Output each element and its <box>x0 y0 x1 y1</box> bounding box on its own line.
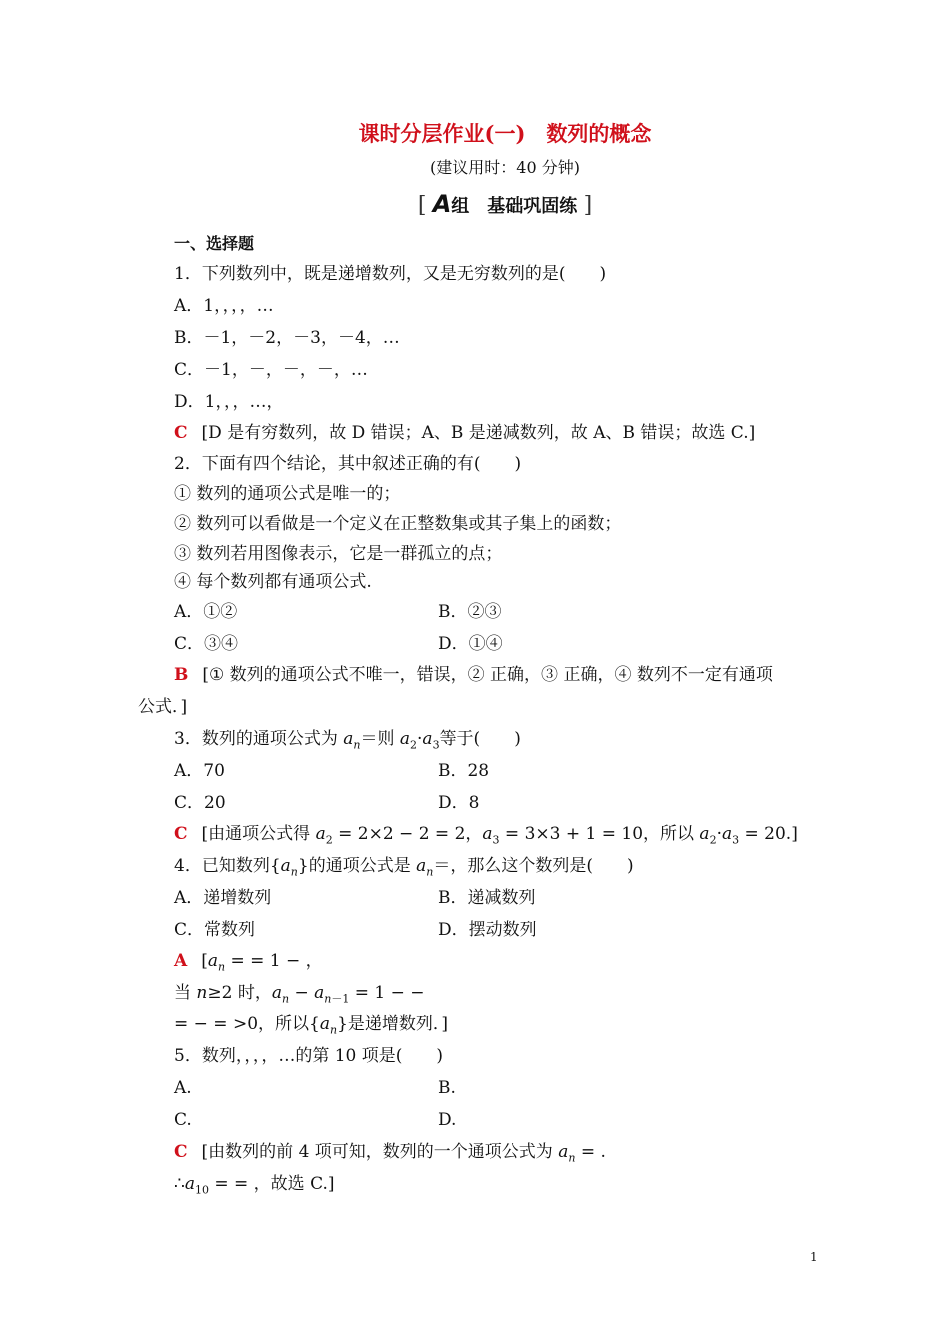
q3-solution: C [由通项公式得 $a_2 = 2\times 2 - 2 = 2$，$a_3 = 3\times 3 + 1 = 10$，所以 $a_2\cdot a_3 = 20$.] <box>174 824 798 847</box>
group-letter: A <box>432 190 452 218</box>
q3-option-b: B．28 <box>438 761 490 781</box>
q1-option-d: D．1，，，…， <box>174 392 284 412</box>
q3-a2a3: a <box>399 729 411 749</box>
q5-option-c: C. <box>174 1110 192 1130</box>
q3-explain-mid2: = 3×3 + 1 = 10，所以 <box>499 824 700 844</box>
q4-line3-pre: = − = >0，所以{ <box>174 1014 320 1034</box>
q2-explain-2: 公式．] <box>138 697 188 717</box>
q3-answer: C <box>174 824 188 844</box>
q4-line-3: = − = >0，所以$\{a_n\}$是递增数列．] <box>174 1014 449 1037</box>
q3-explain-end: = 20.] <box>739 824 798 844</box>
q2-statement-2: ② 数列可以看做是一个定义在正整数集或其子集上的函数； <box>174 514 622 534</box>
q5-option-a: A. <box>174 1078 192 1098</box>
q4-solution: A [$a_n$ = = 1 − ， <box>174 951 323 974</box>
q5-answer: C <box>174 1142 188 1162</box>
q3-option-d: D．8 <box>438 793 480 813</box>
q4-stem-mid: }的通项公式是 <box>297 856 417 876</box>
q4-option-d: D．摆动数列 <box>438 920 537 940</box>
q5-explain2-pre: ∴ <box>174 1174 185 1194</box>
q5-stem: 5．数列，，，，…的第 10 项是( ) <box>174 1046 444 1066</box>
group-right-bracket: ] <box>583 193 593 218</box>
q2-option-a: A．①② <box>174 602 238 622</box>
q5-explain1-pre: [由数列的前 4 项可知，数列的一个通项公式为 <box>201 1142 559 1162</box>
q1-explain: [D 是有穷数列，故 D 错误；A、B 是递减数列，故 A、B 错误；故选 C.] <box>201 423 756 443</box>
page-number: 1 <box>810 1250 818 1264</box>
q2-answer: B <box>174 665 189 685</box>
q4-stem: 4．已知数列$\{a_n\}$的通项公式是 $a_n=$，那么这个数列是( ) <box>174 856 634 879</box>
q4-stem-end: ＝，那么这个数列是( ) <box>433 856 634 876</box>
q4-option-c: C．常数列 <box>174 920 256 940</box>
q4-stem-pre: 4．已知数列{ <box>174 856 281 876</box>
q4-option-b: B．递减数列 <box>438 888 536 908</box>
q2-option-d: D．①④ <box>438 634 503 654</box>
q4-line3-end: }是递增数列．] <box>337 1014 449 1034</box>
q3-an: $a_n$ <box>343 729 361 752</box>
q3-option-a: A．70 <box>174 761 225 781</box>
q1-option-b: B．－1，－2，－3，－4，… <box>174 328 400 348</box>
q5-option-b: B. <box>438 1078 456 1098</box>
q4-answer: A <box>174 951 188 971</box>
q2-statement-3: ③ 数列若用图像表示，它是一群孤立的点； <box>174 544 503 564</box>
q2-statement-1: ① 数列的通项公式是唯一的； <box>174 484 401 504</box>
group-left-bracket: [ <box>417 193 427 218</box>
page-title: 课时分层作业(一) 数列的概念 <box>358 121 652 146</box>
q5-explain2-end: = = ，故选 C.] <box>208 1174 335 1194</box>
q2-solution <box>174 665 773 685</box>
q2-explain-1: [① 数列的通项公式不唯一，错误，② 正确，③ 正确，④ 数列不一定有通项 <box>202 665 773 685</box>
q3-stem-end: 等于( ) <box>439 729 521 749</box>
q3-option-c: C．20 <box>174 793 226 813</box>
section-heading: 一、选择题 <box>174 234 255 253</box>
q3-stem-pre: 3．数列的通项公式为 <box>174 729 344 749</box>
q5-option-d: D. <box>438 1110 457 1130</box>
q2-option-c: C．③④ <box>174 634 239 654</box>
q4-line1-end: = = 1 − ， <box>225 951 323 971</box>
q5-explain1-end: = . <box>575 1142 606 1162</box>
q5-line-2: $\therefore a_{10}$ = = ，故选 C.] <box>174 1174 335 1197</box>
q1-solution <box>174 423 755 443</box>
q1-stem: 1．下列数列中，既是递增数列，又是无穷数列的是( ) <box>174 264 607 284</box>
q5-solution: C [由数列的前 4 项可知，数列的一个通项公式为 $a_n$ = . <box>174 1142 606 1165</box>
q3-explain-pre: [由通项公式得 <box>201 824 316 844</box>
q4-line2-end: = 1 − − <box>349 983 425 1003</box>
q4-line2-mid: ≥2 时， <box>207 983 272 1003</box>
q1-answer: C <box>174 423 188 443</box>
q4-option-a: A．递增数列 <box>174 888 272 908</box>
q4-line-2: 当 n≥2 时，$a_n - a_{n-1} = 1$ − − <box>174 983 425 1006</box>
q1-option-a: A．1，，，，… <box>174 296 274 316</box>
q3-stem-post: ＝则 <box>360 729 400 749</box>
q2-option-b: B．②③ <box>438 602 502 622</box>
group-heading <box>0 190 950 218</box>
q3-explain-mid: = 2×2 − 2 = 2， <box>332 824 483 844</box>
group-label: 组 基础巩固练 <box>451 196 578 217</box>
q1-option-c: C．－1，－，－，－，… <box>174 360 368 380</box>
q4-line2-pre: 当 <box>174 983 197 1003</box>
q3-stem: 3．数列的通项公式为 $a_n=$则 $a_2\cdot a_3$等于( ) <box>174 729 521 752</box>
q2-stem: 2．下面有四个结论，其中叙述正确的有( ) <box>174 454 522 474</box>
time-hint: (建议用时：40 分钟) <box>430 158 580 177</box>
q2-statement-4: ④ 每个数列都有通项公式. <box>174 572 372 592</box>
